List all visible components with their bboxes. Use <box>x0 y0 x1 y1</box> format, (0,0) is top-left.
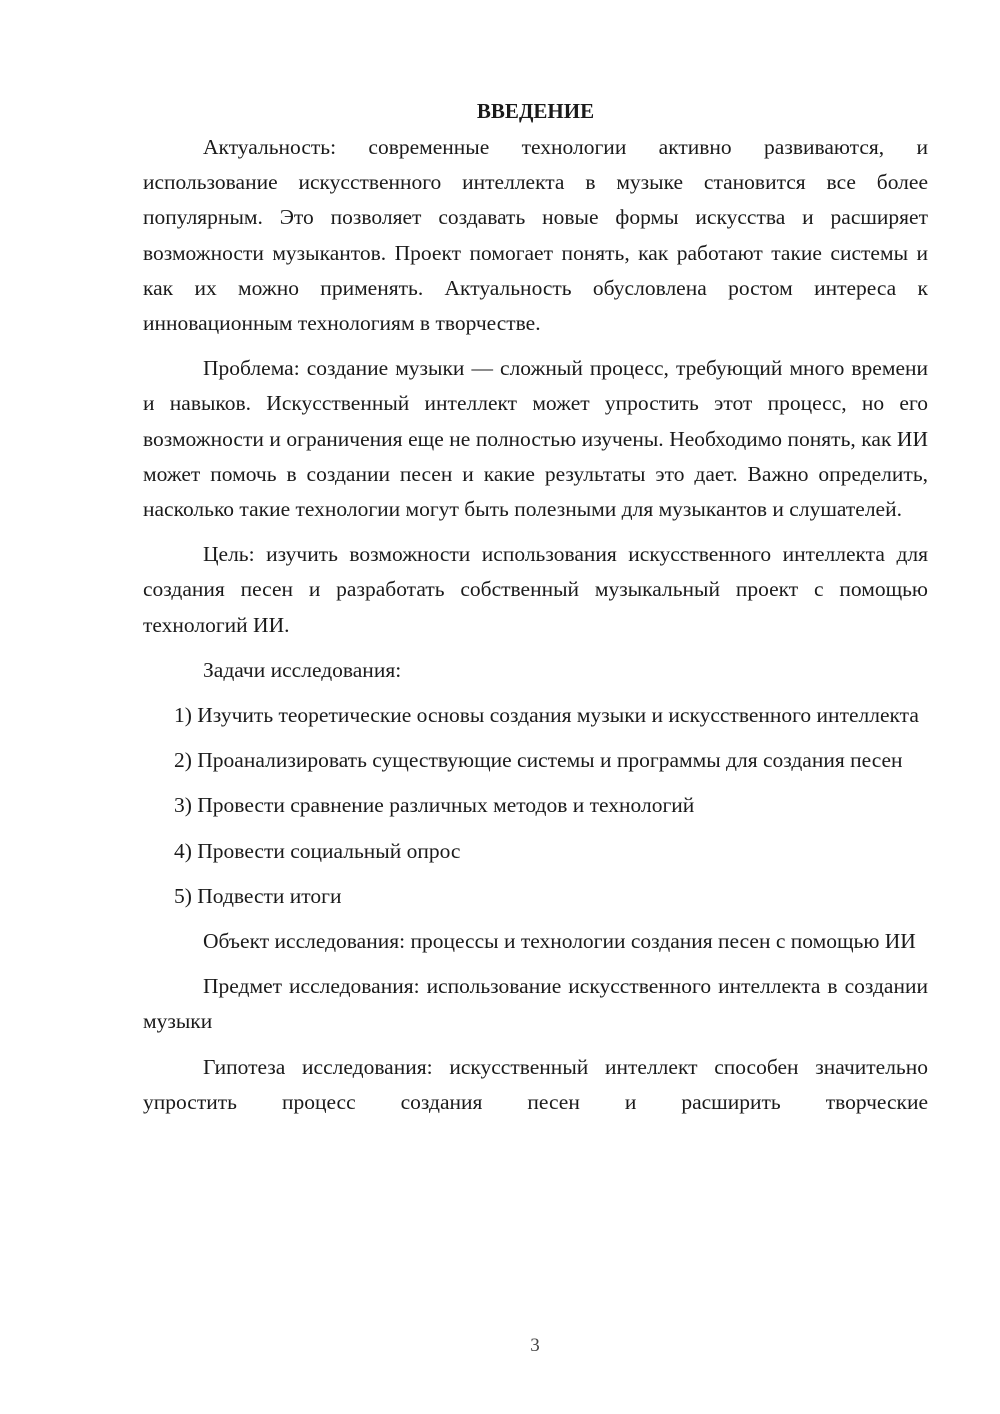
paragraph-object: Объект исследования: процессы и технологии создания песен с помощью ИИ <box>203 929 916 954</box>
task-item-3: 3) Провести сравнение различных методов и технологий <box>174 793 695 818</box>
page-number: 3 <box>530 1335 540 1356</box>
task-item-4: 4) Провести социальный опрос <box>174 838 461 863</box>
task-item-2: 2) Проанализировать существующие системы и программы для создания песен <box>174 748 903 773</box>
paragraph-subject: Предмет исследования: использование искусственного интеллекта в создании музыки <box>143 974 928 1034</box>
paragraph-relevance: Актуальность: современные технологии активно развиваются, и использование искусственного интеллекта в музыке становится все более популярным. Это позволяет создавать новые формы искусства и расширяет возможности музыкантов. Проект помогает понять, как работают такие системы и как их можно применять. Актуальность обусловлена ростом интереса к инновационным технологиям в творчестве. <box>143 135 928 336</box>
document-page <box>143 96 928 1130</box>
paragraph-tasks-title: Задачи исследования: <box>203 657 402 682</box>
paragraph-goal: Цель: изучить возможности использования искусственного интеллекта для создания песен и разработать собственный музыкальный проект с помощью технологий ИИ. <box>143 542 928 637</box>
paragraph-hypothesis: Гипотеза исследования: искусственный интеллект способен значительно упростить процесс создания песен и расширить творческие <box>143 1054 928 1114</box>
section-heading: ВВЕДЕНИЕ <box>476 99 595 123</box>
task-item-5: 5) Подвести итоги <box>174 883 342 908</box>
paragraph-problem: Проблема: создание музыки — сложный процесс, требующий много времени и навыков. Искусственный интеллект может упростить этот процесс, но его возможности и ограничения еще не полностью изучены. Необходимо понять, как ИИ может помочь в создании песен и какие результаты это дает. Важно определить, насколько такие технологии могут быть полезными для музыкантов и слушателей. <box>143 356 928 522</box>
task-item-1: 1) Изучить теоретические основы создания музыки и искусственного интеллекта <box>174 703 919 728</box>
